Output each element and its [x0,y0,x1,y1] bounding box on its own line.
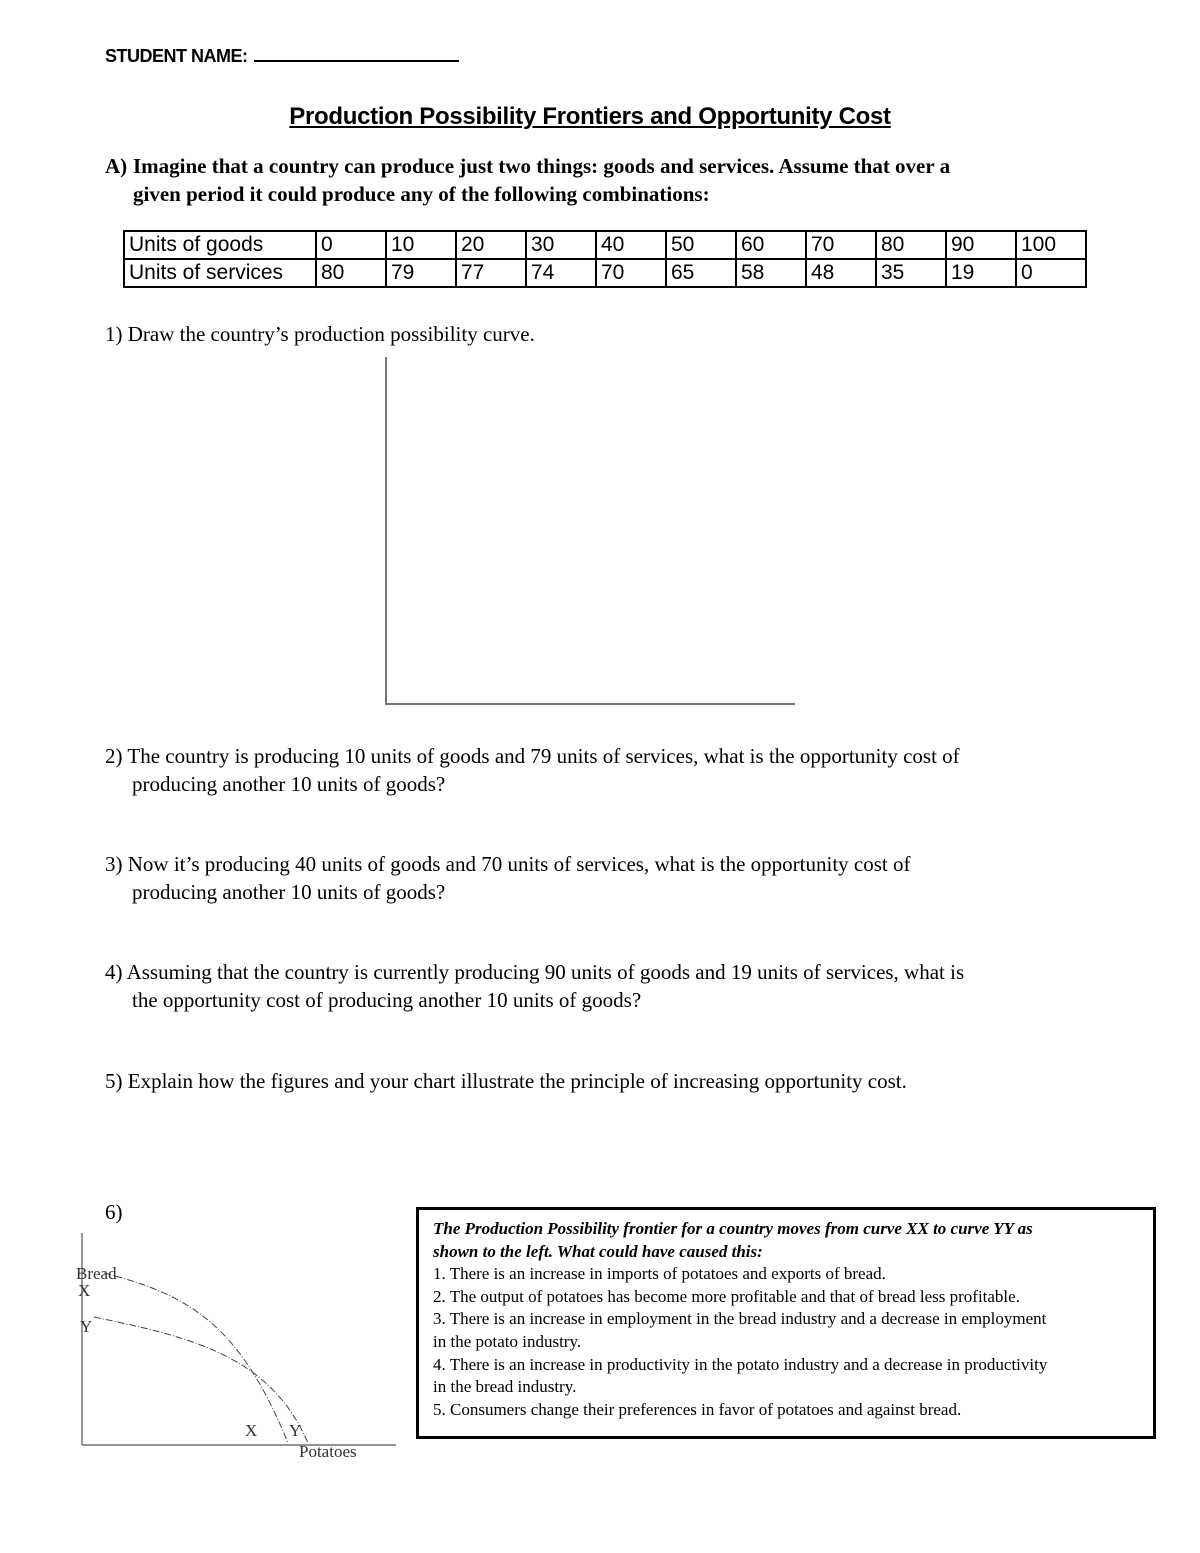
student-name-blank[interactable] [254,46,459,62]
services-row [124,259,1086,287]
student-name-field [105,46,459,67]
ppf-shift-diagram [70,1225,400,1465]
question-3 [105,850,1095,906]
question-2-line-1: 2) The country is producing 10 units of goods and 79 units of services, what is the opportunity cost of [105,744,960,768]
curve-yy [94,1317,308,1443]
question-6-box [416,1207,1156,1439]
table-cell: 0 [1016,259,1086,287]
table-cell: 70 [596,259,666,287]
combinations-table [123,230,1087,288]
table-cell: 10 [386,231,456,259]
drawing-y-axis [385,357,387,705]
table-cell: 80 [876,231,946,259]
question-2-line-2: producing another 10 units of goods? [132,772,446,796]
intro-label: A) [105,154,128,178]
table-cell: 19 [946,259,1016,287]
curve-x-label-bottom: X [245,1421,258,1440]
question-4-line-1: 4) Assuming that the country is currently producing 90 units of goods and 19 units of services, what is [105,960,965,984]
question-3-line-1: 3) Now it’s producing 40 units of goods and 70 units of services, what is the opportunity cost of [105,852,911,876]
table-cell: 65 [666,259,736,287]
question-2 [105,742,1095,798]
curve-y-label-bottom: Y [289,1421,302,1440]
option-4-line-2: in the bread industry. [433,1377,577,1397]
question-4-line-2: the opportunity cost of producing another 10 units of goods? [132,988,642,1012]
option-3-line-1: 3. There is an increase in employment in the bread industry and a decrease in employment [433,1309,1047,1329]
curve-x-label-top: X [78,1281,91,1300]
question-6-header-line-1: The Production Possibility frontier for a country moves from curve XX to curve YY as [433,1219,1033,1238]
table-cell: 30 [526,231,596,259]
services-row-header: Units of services [124,259,316,287]
table-cell: 70 [806,231,876,259]
question-1: 1) Draw the country’s production possibility curve. [105,322,535,346]
goods-row-header: Units of goods [124,231,316,259]
option-2: 2. The output of potatoes has become more profitable and that of bread less profitable. [433,1286,1020,1306]
table-cell: 100 [1016,231,1086,259]
table-cell: 90 [946,231,1016,259]
question-6-label: 6) [105,1200,123,1224]
ppf-x-axis-label: Potatoes [299,1442,357,1461]
table-cell: 74 [526,259,596,287]
question-4 [105,958,1095,1014]
intro-line-2: given period it could produce any of the following combinations: [133,182,710,206]
table-cell: 60 [736,231,806,259]
option-4-line-1: 4. There is an increase in productivity in the potato industry and a decrease in productivity [433,1354,1048,1374]
intro-line-1: Imagine that a country can produce just two things: goods and services. Assume that over a [133,154,951,178]
page-title: Production Possibility Frontiers and Opportunity Cost [289,103,891,130]
curve-y-label-top: Y [80,1317,93,1336]
question-5: 5) Explain how the figures and your chart illustrate the principle of increasing opportunity cost. [105,1069,907,1093]
curve-xx [104,1273,288,1443]
option-3-line-2: in the potato industry. [433,1331,582,1351]
table-cell: 20 [456,231,526,259]
drawing-x-axis [385,703,795,705]
table-cell: 79 [386,259,456,287]
table-cell: 40 [596,231,666,259]
table-cell: 77 [456,259,526,287]
table-cell: 50 [666,231,736,259]
student-name-label: STUDENT NAME: [105,46,248,66]
option-1: 1. There is an increase in imports of potatoes and exports of bread. [433,1264,886,1284]
table-cell: 35 [876,259,946,287]
goods-row [124,231,1086,259]
question-6-header-line-2: shown to the left. What could have caused this: [433,1241,763,1261]
option-5: 5. Consumers change their preferences in favor of potatoes and against bread. [433,1399,962,1419]
table-cell: 58 [736,259,806,287]
table-cell: 0 [316,231,386,259]
table-cell: 80 [316,259,386,287]
ppf-y-axis-label: Bread [76,1264,117,1283]
question-3-line-2: producing another 10 units of goods? [132,880,446,904]
table-cell: 48 [806,259,876,287]
intro-paragraph [105,152,1095,208]
